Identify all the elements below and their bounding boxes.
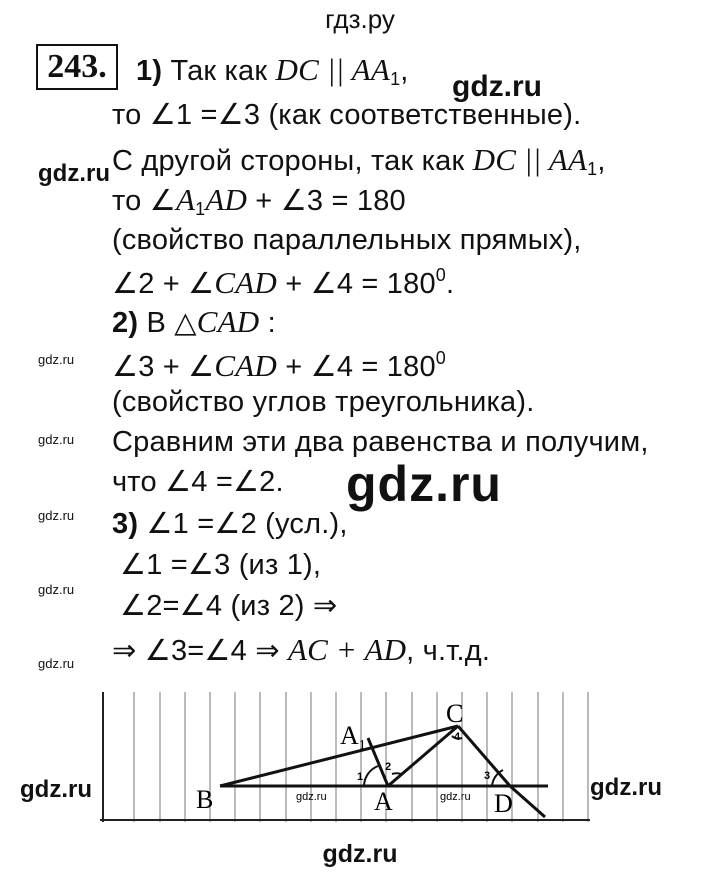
angle-label-2: 2 [385,761,392,773]
solution-line-4: то $\angle A_1AD$ + ∠3 = 180 [112,182,406,219]
solution-line-5: (свойство параллельных прямых), [112,224,582,256]
grid-lines [100,692,590,822]
step-2-label: 2) [112,307,139,339]
solution-line-6: ∠2 + ∠CAD + ∠4 = $180^0$. [112,265,455,300]
watermark-left-6: gdz.ru [38,656,75,671]
watermark-figure-left: gdz.ru [20,776,92,803]
solution-line-2: то ∠1 =∠3 (как соответственные). [112,99,582,131]
header-watermark: гдз.ру [325,4,395,34]
segment-d-extension [510,786,545,817]
watermark-left-2: gdz.ru [38,352,75,367]
solution-line-15: ⇒ ∠3=∠4 ⇒ AC + AD, ч.т.д. [112,632,491,667]
watermark-center: gdz.ru [346,456,502,512]
watermark-top-right: gdz.ru [452,70,542,103]
solution-line-9: (свойство углов треугольника). [112,386,535,418]
solution-line-8: ∠3 + ∠CAD + ∠4 = $180^0$ [112,348,447,383]
angle-arc-1 [364,766,378,786]
vertex-label-b: B [196,785,214,814]
solution-line-11: что ∠4 =∠2. [112,466,284,498]
watermark-left-4: gdz.ru [38,508,75,523]
problem-number: 243. [36,44,118,90]
solution-line-1: 1) Так как DC || $AA_1$, [136,52,409,89]
vertex-label-a1: A1 [340,721,366,753]
watermark-left-1: gdz.ru [38,160,110,187]
watermark-left-3: gdz.ru [38,432,75,447]
watermark-figure-right: gdz.ru [590,774,662,801]
solution-line-10: Сравним эти два равенства и получим, [112,426,649,458]
angle-label-4: 4 [454,731,461,743]
figure-watermark-inner-2: gdz.ru [440,791,471,803]
vertex-label-c: C [446,699,464,728]
step-1-label: 1) [136,55,163,87]
figure-watermark-inner-1: gdz.ru [296,791,327,803]
solution-line-7: 2) В △CAD : [112,304,276,339]
solution-line-12: 3) ∠1 =∠2 (усл.), [112,508,348,540]
footer-watermark: gdz.ru [322,840,398,868]
solution-line-13: ∠1 =∠3 (из 1), [120,549,322,581]
angle-label-1: 1 [357,771,364,783]
vertex-label-a: A [374,787,393,816]
watermark-left-5: gdz.ru [38,582,75,597]
step-3-label: 3) [112,508,139,540]
angle-arc-2 [392,773,401,774]
angle-label-3: 3 [484,770,491,782]
solution-line-14: ∠2=∠4 (из 2) ⇒ [120,590,338,622]
solution-line-3: С другой стороны, так как DC || $AA_1$, [112,142,606,179]
vertex-label-d: D [494,789,513,818]
